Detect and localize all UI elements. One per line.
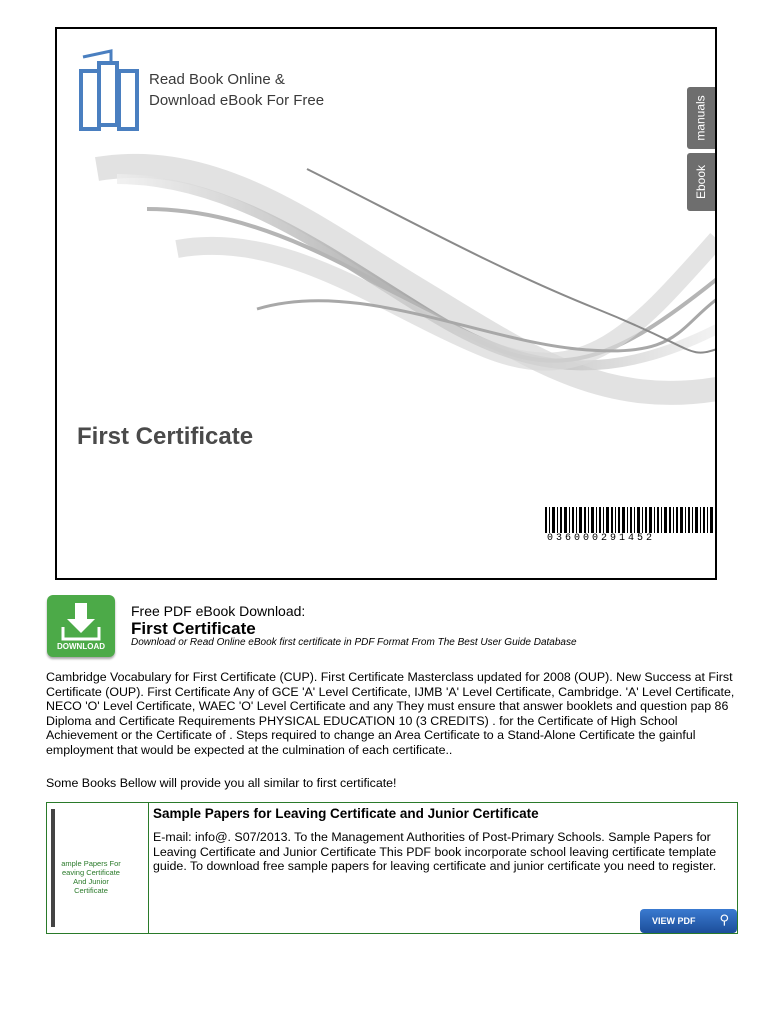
- free-pdf-label: Free PDF eBook Download:: [131, 603, 306, 619]
- barcode-number: 036000291452: [547, 533, 656, 544]
- tab-ebook: Ebook: [687, 153, 715, 211]
- book-cover: [55, 27, 717, 580]
- wave-graphic: [57, 29, 717, 580]
- side-tabs: [687, 87, 715, 215]
- download-button[interactable]: [47, 595, 115, 657]
- logo-line-1: Read Book Online &: [149, 71, 285, 88]
- tab-manuals: manuals: [687, 87, 715, 149]
- logo-line-2: Download eBook For Free: [149, 92, 325, 109]
- related-book-card: [46, 802, 738, 934]
- download-arrow-icon: [47, 595, 115, 645]
- view-pdf-label: VIEW PDF: [652, 916, 696, 926]
- magnifier-icon: ⚲: [719, 912, 729, 927]
- book-thumbnail[interactable]: [47, 803, 149, 933]
- logo-text: [149, 69, 324, 111]
- thumbnail-text: ample Papers For eaving Certificate And Junior Certificate: [61, 859, 121, 895]
- similar-books-intro: Some Books Bellow will provide you all similar to first certificate!: [46, 776, 397, 790]
- download-button-label: DOWNLOAD: [57, 642, 105, 651]
- cover-title: First Certificate: [77, 423, 254, 450]
- description-paragraph: Cambridge Vocabulary for First Certificate (CUP). First Certificate Masterclass updated for 2008 (OUP). New Success at First Certificate (OUP). First Certificate Any of GCE 'A' Level Certificate, IJMB 'A' Level Certificate, Cambridge. 'A' Level Certificate, NECO 'O' Level Certificate, WAEC 'O' Level Certificate and any They must ensure that answer booklets and question pap 86 Diploma and Certificate Requirements PHYSICAL EDUCATION 10 (3 CREDITS) . for the Certificate of High School Achievement or the Certificate of . Steps required to change an Area Certificate to a Stand-Alone Certificate the gainful employment that would be expected at the culmination of each certificate..: [46, 670, 735, 757]
- download-title: First Certificate: [131, 619, 256, 638]
- related-book-title[interactable]: Sample Papers for Leaving Certificate and Junior Certificate: [153, 806, 539, 821]
- download-subtitle: Download or Read Online eBook first certificate in PDF Format From The Best User Guide Database: [131, 637, 577, 648]
- book-logo-icon: [77, 49, 141, 136]
- barcode-graphic: [545, 507, 715, 533]
- related-book-description: E-mail: info@. S07/2013. To the Management Authorities of Post-Primary Schools. Sample Papers for Leaving Certificate and Junior Certificate This PDF book incorporate school leaving certificate template guide. To download free sample papers for leaving certificate and junior certificate you need to register.: [153, 830, 717, 873]
- view-pdf-button[interactable]: [640, 909, 737, 933]
